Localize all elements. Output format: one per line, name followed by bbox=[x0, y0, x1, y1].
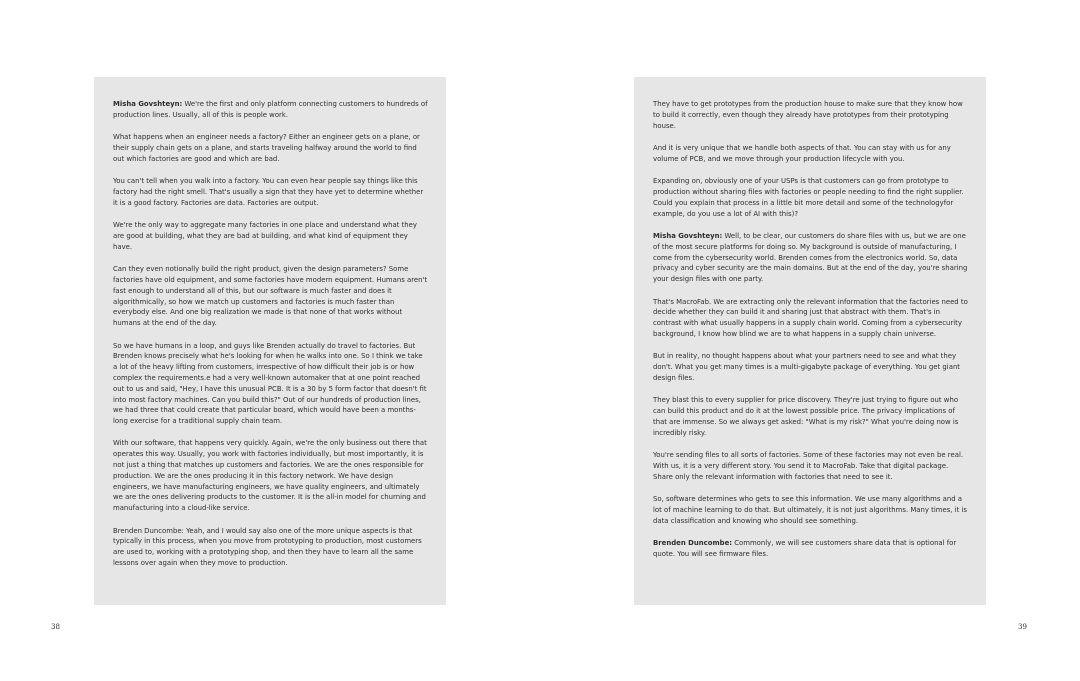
paragraph-text: Expanding on, obviously one of your USPs is that customers can go from prototype to production without sharing files with factories or people needing to find the right supplier. Could you explain that process in a little bit more detail and some of the technologyfor example, do you use a lot of AI with this)? bbox=[653, 177, 964, 218]
paragraph-text: Brenden Duncombe: Yeah, and I would say also one of the more unique aspects is that typically in this process, when you move from prototyping to production, most customers are used to, working with a prototyping shop, and then they have to learn all the same lessons over again when they move to production. bbox=[113, 526, 422, 568]
paragraph bbox=[113, 438, 428, 514]
paragraph-text: And it is very unique that we handle both aspects of that. You can stay with us for any volume of PCB, and we move through your production lifecycle with you. bbox=[653, 143, 951, 163]
paragraph-text: Well, to be clear, our customers do share files with us, but we are one of the most secure platforms for doing so. My background is outside of manufacturing, I come from the cybersecurity world. Brenden comes from the electronics world. So, data privacy and cyber security are the main domains. But at the end of the day, you're sharing your design files with one party. bbox=[653, 231, 968, 284]
speaker-name: Misha Govshteyn: bbox=[653, 231, 723, 240]
paragraph-text: You can't tell when you walk into a factory. You can even hear people say things like this factory had the right smell. That's usually a sign that they have yet to determine whether it is a good factory. Factories are data. Factories are output. bbox=[113, 177, 424, 207]
paragraph-text: Commonly, we will see customers share data that is optional for quote. You will see firmware files. bbox=[653, 539, 957, 558]
paragraph bbox=[113, 341, 428, 427]
paragraph bbox=[113, 264, 428, 329]
paragraph-text: You're sending files to all sorts of factories. Some of these factories may not even be real. With us, it is a very different story. You send it to MacroFab. Take that digital package. Share only the relevant information with factories that need to see it. bbox=[653, 451, 964, 481]
speaker-name: Misha Govshteyn: bbox=[113, 100, 183, 108]
paragraph bbox=[113, 176, 428, 208]
paragraph-text: Can they even notionally build the right product, given the design parameters? Some factories have old equipment, and some factories have modern equipment. Humans aren't fast enough to understand all of this, but our software is much faster and does it algorithmically, so how we match up customers and factories is much faster than everybody else. And one big realization we made is that none of that works without humans at the end of the day. bbox=[113, 265, 428, 328]
paragraph bbox=[653, 395, 968, 438]
paragraph bbox=[653, 143, 968, 165]
paragraph-text: So, software determines who gets to see this information. We use many algorithms and a lot of machine learning to do that. But ultimately, it is not just algorithms. Many times, it is data classification and knowing who should see something. bbox=[653, 495, 967, 525]
paragraph bbox=[653, 351, 968, 383]
left-page-text-panel bbox=[94, 77, 446, 605]
paragraph-text: They have to get prototypes from the production house to make sure that they know how to build it correctly, even though they already have prototypes from their prototyping house. bbox=[653, 100, 963, 130]
paragraph bbox=[653, 538, 968, 560]
right-page-text-panel bbox=[634, 77, 986, 605]
paragraph-text: What happens when an engineer needs a factory? Either an engineer gets on a plane, or their supply chain gets on a plane, and starts traveling halfway around the world to find out which factories are good and which are bad. bbox=[113, 133, 420, 163]
right-page-number: 39 bbox=[1018, 623, 1027, 631]
paragraph bbox=[113, 132, 428, 164]
paragraph bbox=[653, 231, 968, 285]
paragraph-text: But in reality, no thought happens about what your partners need to see and what they don't. What you get many times is a multi-gigabyte package of everything. You get giant design files. bbox=[653, 352, 961, 382]
paragraph bbox=[113, 526, 428, 569]
paragraph bbox=[653, 297, 968, 340]
left-page-number: 38 bbox=[51, 623, 60, 631]
paragraph-text: We're the only way to aggregate many factories in one place and understand what they are good at building, what they are bad at building, and what kind of equipment they have. bbox=[113, 221, 417, 251]
paragraph-text: We're the first and only platform connecting customers to hundreds of production lines. Usually, all of this is people work. bbox=[113, 100, 428, 119]
paragraph bbox=[653, 494, 968, 526]
paragraph bbox=[113, 99, 428, 121]
paragraph-text: They blast this to every supplier for price discovery. They're just trying to figure out who can build this product and do it at the lowest possible price. The privacy implications of that are immense. So we always get asked: "What is my risk?" What you're doing now is incredibly risky. bbox=[653, 396, 959, 437]
paragraph-text: So we have humans in a loop, and guys like Brenden actually do travel to factories. But Brenden knows precisely what he's looking for when he walks into one. So I think we take a lot of the heavy lifting from customers, irrespective of how difficult their job is or how complex the requirements.e had a very well-known automaker that at one point reached out to us and said, "Hey, I have this unusual PCB. It is a 30 by 5 form factor that doesn't fit into most factory machines. Can you build this?" Out of our hundreds of production lines, we had three that could create that particular board, which would have been a months-long exercise for a traditional supply chain team. bbox=[113, 341, 427, 426]
paragraph bbox=[653, 176, 968, 219]
paragraph bbox=[653, 450, 968, 482]
paragraph-text: With our software, that happens very quickly. Again, we're the only business out there that operates this way. Usually, you work with factories individually, but most importantly, it is not just a thing that matches up customers and factories. We are the ones responsible for production. We are the ones producing it in this factory network. We have design engineers, we have manufacturing engineers, we have quality engineers, and ultimately we are the ones delivering products to the customer. It is the all-in model for churning and manufacturing into a cloud-like service. bbox=[113, 439, 427, 513]
speaker-name: Brenden Duncombe: bbox=[653, 539, 733, 548]
paragraph-text: That's MacroFab. We are extracting only the relevant information that the factories need to decide whether they can build it and sharing just that abstract with them. That's in contrast with what usually happens in a supply chain world. Coming from a cybersecurity background, I know how blind we are to what happens in a supply chain universe. bbox=[653, 297, 968, 338]
paragraph bbox=[653, 99, 968, 131]
paragraph bbox=[113, 220, 428, 252]
